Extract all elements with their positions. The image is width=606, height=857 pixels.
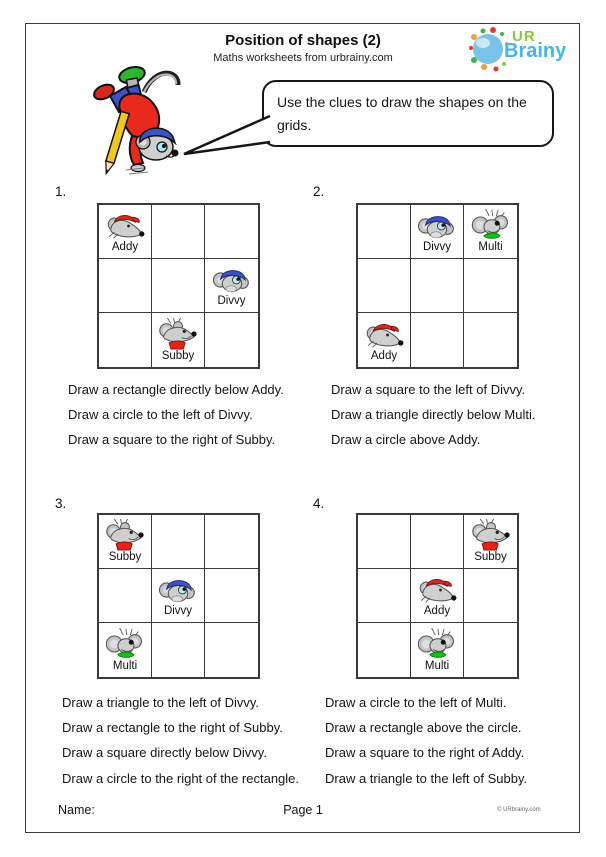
puzzle-number: 3. — [55, 496, 67, 511]
mouse-name-label: Multi — [424, 659, 450, 672]
puzzle-grid — [97, 203, 260, 369]
grid-cell — [358, 623, 411, 677]
clue-text: Draw a circle to the left of Divvy. — [68, 407, 253, 423]
grid-cell — [152, 515, 205, 569]
mouse-addy-icon — [362, 318, 406, 350]
grid-cell — [358, 313, 411, 367]
grid-cell — [205, 259, 258, 313]
copyright-text: © URbrainy.com — [497, 807, 541, 813]
grid-cell — [152, 623, 205, 677]
page-subtitle: Maths worksheets from urbrainy.com — [213, 52, 393, 64]
grid-cell — [411, 623, 464, 677]
puzzle-number: 2. — [313, 184, 325, 199]
clue-text: Draw a square to the right of Addy. — [325, 745, 525, 761]
mouse-divvy-icon — [212, 263, 252, 295]
grid-cell — [99, 623, 152, 677]
grid-cell — [99, 569, 152, 623]
puzzle-grid — [356, 203, 519, 369]
grid-cell — [411, 313, 464, 367]
mouse-divvy-icon — [158, 573, 198, 605]
mouse-name-label: Subby — [108, 551, 142, 563]
clue-text: Draw a rectangle above the circle. — [325, 720, 522, 736]
mouse-subby-icon — [104, 519, 146, 551]
clue-text: Draw a circle to the left of Multi. — [325, 695, 507, 710]
grid-cell — [205, 313, 258, 367]
grid-cell — [358, 205, 411, 259]
grid-cell — [152, 313, 205, 367]
grid-cell — [464, 569, 517, 623]
mouse-addy-icon — [103, 209, 147, 241]
mouse-name-label: Subby — [474, 551, 507, 563]
grid-cell — [411, 569, 464, 623]
grid-cell — [358, 259, 411, 313]
mouse-name-label: Multi — [112, 659, 138, 672]
clue-text: Draw a rectangle to the right of Subby. — [62, 720, 283, 736]
grid-cell — [358, 569, 411, 623]
clue-text: Draw a square to the right of Subby. — [68, 432, 276, 448]
clue-text: Draw a triangle to the left of Divvy. — [62, 695, 260, 710]
grid-cell — [411, 515, 464, 569]
mouse-name-label: Addy — [370, 349, 398, 362]
grid-cell — [152, 205, 205, 259]
mouse-subby-icon — [157, 318, 199, 350]
grid-cell — [99, 205, 152, 259]
mouse-name-label: Divvy — [163, 605, 193, 617]
mouse-name-label: Divvy — [422, 241, 452, 253]
mouse-divvy-icon — [417, 209, 457, 241]
mouse-name-label: Subby — [161, 349, 195, 362]
clue-text: Draw a square to the left of Divvy. — [331, 382, 526, 397]
speech-bubble: Use the clues to draw the shapes on the grids. — [262, 80, 554, 147]
clue-text: Draw a circle to the right of the rectangle. — [62, 770, 300, 786]
clue-text: Draw a triangle directly below Multi. — [331, 407, 536, 423]
clue-text: Draw a square directly below Divvy. — [62, 745, 267, 761]
clue-text: Draw a circle above Addy. — [331, 432, 481, 448]
puzzle-number: 4. — [313, 496, 325, 511]
clue-text: Draw a triangle to the left of Subby. — [325, 770, 528, 786]
clue-list — [62, 690, 299, 791]
mouse-name-label: Addy — [111, 241, 139, 253]
grid-cell — [411, 205, 464, 259]
grid-cell — [358, 515, 411, 569]
page-title: Position of shapes (2) — [225, 32, 381, 49]
grid-cell — [411, 259, 464, 313]
clue-list — [68, 377, 284, 453]
mouse-multi-icon — [416, 628, 458, 660]
mouse-subby-icon — [470, 519, 512, 551]
grid-cell — [99, 259, 152, 313]
mouse-mascot-icon — [82, 62, 192, 180]
grid-cell — [464, 205, 517, 259]
grid-cell — [205, 569, 258, 623]
mouse-multi-icon — [470, 209, 512, 241]
logo-text-ur: UR — [512, 28, 536, 45]
grid-cell — [205, 623, 258, 677]
grid-cell — [464, 623, 517, 677]
mouse-multi-icon — [104, 628, 146, 660]
grid-cell — [152, 259, 205, 313]
grid-cell — [205, 205, 258, 259]
logo-text-brainy: Brainy — [504, 40, 567, 62]
grid-cell — [99, 515, 152, 569]
clue-list — [331, 377, 535, 453]
mouse-name-label: Multi — [478, 241, 503, 253]
grid-cell — [152, 569, 205, 623]
mouse-name-label: Addy — [423, 605, 451, 617]
puzzle-grid — [356, 513, 519, 679]
puzzle-number: 1. — [55, 184, 67, 199]
clue-list — [325, 690, 527, 791]
grid-cell — [99, 313, 152, 367]
grid-cell — [464, 313, 517, 367]
clue-text: Draw a rectangle directly below Addy. — [68, 382, 284, 397]
page-number: Page 1 — [283, 803, 323, 817]
speech-bubble-tail — [180, 110, 272, 160]
grid-cell — [464, 259, 517, 313]
puzzle-grid — [97, 513, 260, 679]
grid-cell — [205, 515, 258, 569]
name-label: Name: — [58, 803, 95, 817]
mouse-addy-icon — [415, 573, 459, 605]
grid-cell — [464, 515, 517, 569]
mouse-name-label: Divvy — [217, 295, 246, 307]
